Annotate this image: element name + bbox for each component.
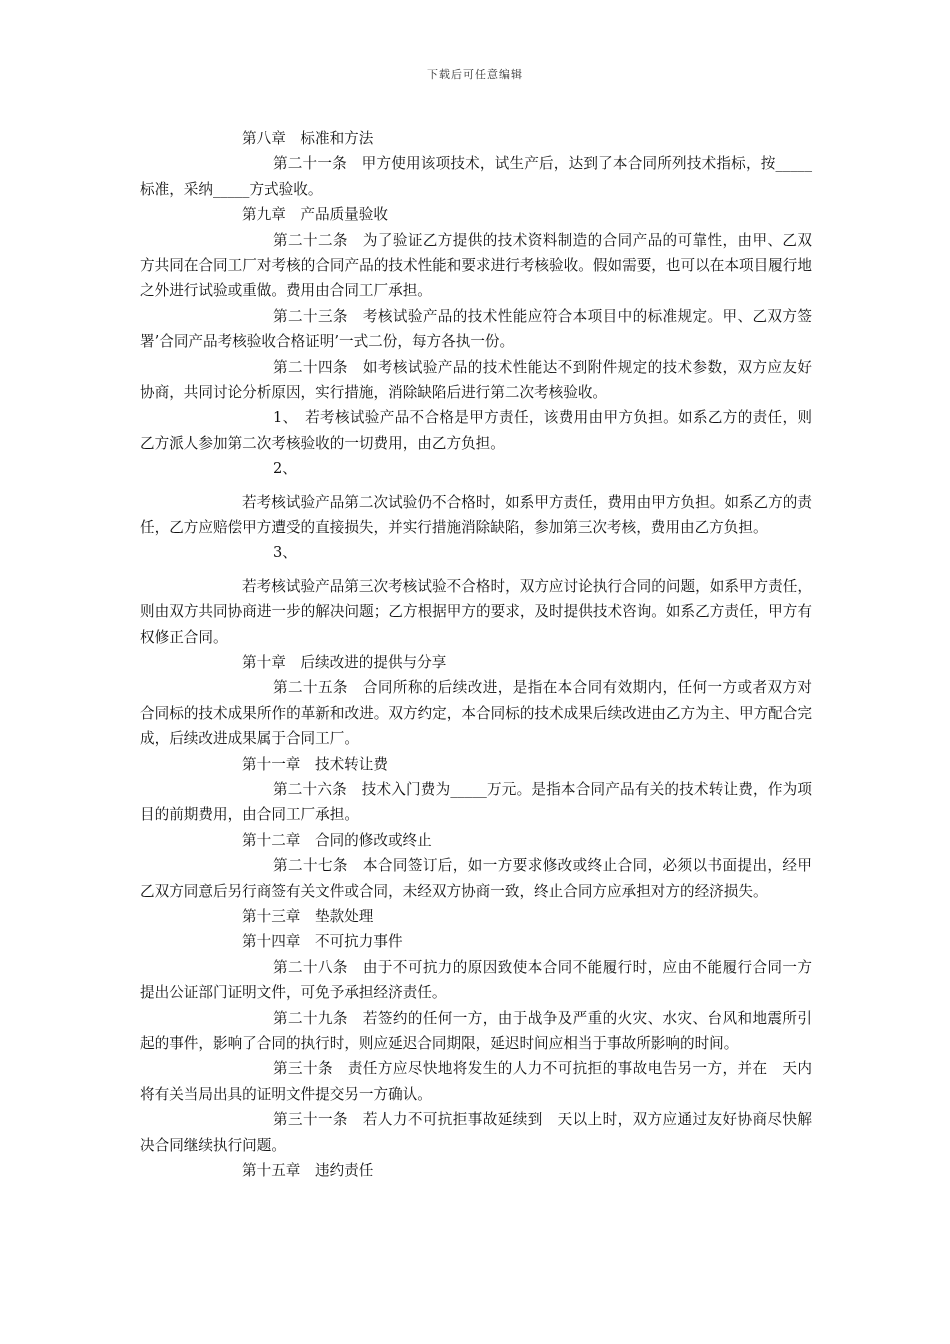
- continuation-paragraph: 若考核试验产品第二次试验仍不合格时，如系甲方责任，费用由甲方负担。如系乙方的责任，乙方应赔偿甲方遭受的直接损失，并实行措施消除缺陷，参加第三次考核，费用由乙方负担。: [140, 493, 812, 537]
- chapter-heading: 第十一章 技术转让费: [242, 755, 388, 773]
- chapter-heading: 第十三章 垫款处理: [242, 908, 374, 926]
- article-paragraph: 第二十二条 为了验证乙方提供的技术资料制造的合同产品的可靠性，由甲、乙双方共同在合同工厂对考核的合同产品的技术性能和要求进行考核验收。假如需要，也可以在本项目履行地之外进行试验或重做。费用由合同工厂承担。: [140, 231, 812, 300]
- list-item-number: 2、: [273, 460, 297, 478]
- chapter-heading: 第十章 后续改进的提供与分享: [242, 654, 447, 672]
- article-paragraph: 第三十一条 若人力不可抗拒事故延续到 天以上时，双方应通过友好协商尽快解决合同继续执行问题。: [140, 1111, 812, 1154]
- chapter-heading: 第十二章 合同的修改或终止: [242, 831, 432, 849]
- list-item-number: 3、: [273, 544, 297, 562]
- chapter-heading: 第八章 标准和方法: [242, 130, 374, 147]
- continuation-paragraph: 若考核试验产品第三次考核试验不合格时，双方应讨论执行合同的问题，如系甲方责任，则由双方共同协商进一步的解决问题；乙方根据甲方的要求，及时提供技术咨询。如系乙方责任，甲方有权修正合同。: [140, 577, 812, 646]
- article-paragraph: 第二十五条 合同所称的后续改进，是指在本合同有效期内，任何一方或者双方对合同标的技术成果所作的革新和改进。双方约定，本合同标的技术成果后续改进由乙方为主、甲方配合完成，后续改进成果属于合同工厂。: [140, 679, 812, 748]
- article-paragraph: 第二十七条 本合同签订后，如一方要求修改或终止合同，必须以书面提出，经甲乙双方同意后另行商签有关文件或合同，未经双方协商一致，终止合同方应承担对方的经济损失。: [140, 857, 812, 900]
- article-paragraph: 第二十九条 若签约的任何一方，由于战争及严重的火灾、水灾、台风和地震所引起的事件，影响了合同的执行时，则应延迟合同期限，延迟时间应相当于事故所影响的时间。: [140, 1009, 812, 1053]
- chapter-heading: 第九章 产品质量验收: [242, 206, 388, 224]
- article-paragraph: 第二十三条 考核试验产品的技术性能应符合本项目中的标准规定。甲、乙双方签署’合同产品考核验收合格证明’一式二份，每方各执一份。: [140, 307, 812, 351]
- article-paragraph: 第二十一条 甲方使用该项技术，试生产后，达到了本合同所列技术指标，按_____标准，采纳_____方式验收。: [140, 155, 812, 198]
- chapter-heading: 第十五章 违约责任: [242, 1162, 374, 1180]
- page-header: 下载后可任意编辑: [427, 68, 523, 81]
- chapter-heading: 第十四章 不可抗力事件: [242, 933, 403, 951]
- article-paragraph: 第二十八条 由于不可抗力的原因致使本合同不能履行时，应由不能履行合同一方提出公证部门证明文件，可免予承担经济责任。: [140, 958, 812, 1002]
- document-body: [140, 126, 812, 1184]
- article-paragraph: 第二十六条 技术入门费为_____万元。是指本合同产品有关的技术转让费，作为项目的前期费用，由合同工厂承担。: [140, 781, 812, 824]
- article-paragraph: 第三十条 责任方应尽快地将发生的人力不可抗拒的事故电告另一方，并在 天内将有关当局出具的证明文件提交另一方确认。: [140, 1060, 812, 1103]
- article-paragraph: 第二十四条 如考核试验产品的技术性能达不到附件规定的技术参数，双方应友好协商，共同讨论分析原因，实行措施，消除缺陷后进行第二次考核验收。: [140, 358, 812, 402]
- list-item: 1、 若考核试验产品不合格是甲方责任，该费用由甲方负担。如系乙方的责任，则乙方派人参加第二次考核验收的一切费用，由乙方负担。: [140, 409, 812, 452]
